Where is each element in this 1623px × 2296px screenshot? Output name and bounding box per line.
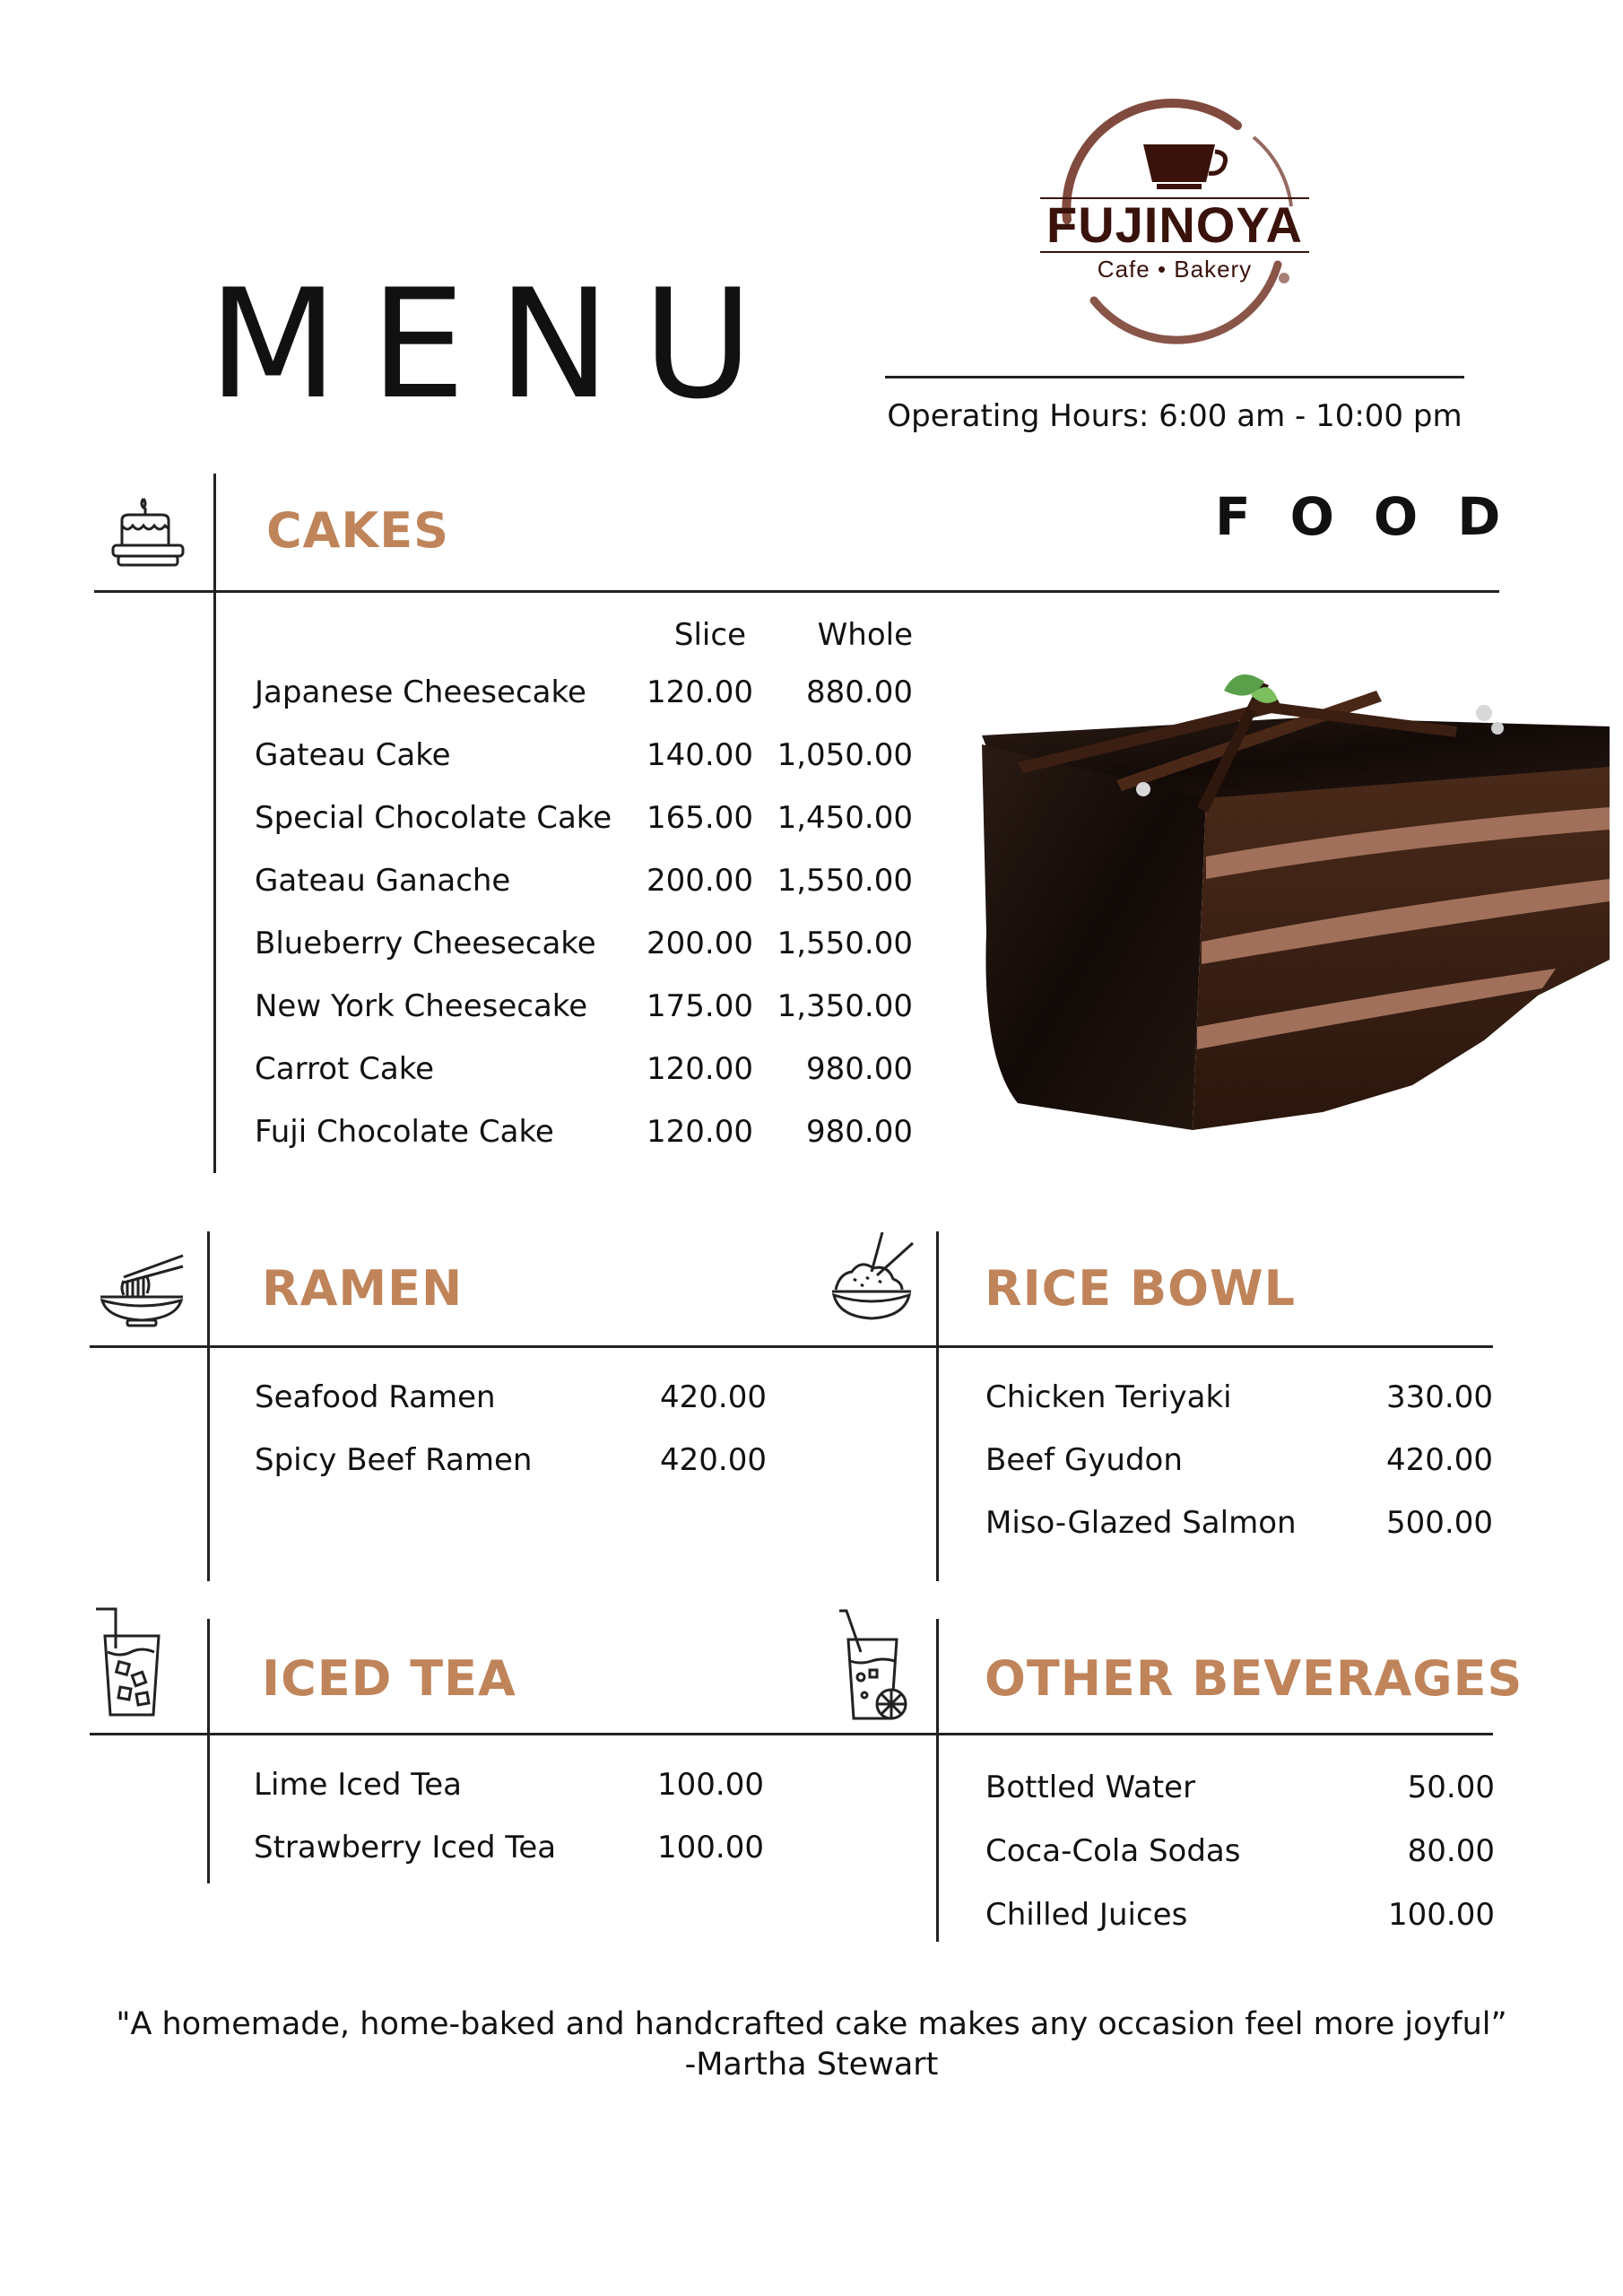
cakes-col-whole: Whole xyxy=(817,617,913,653)
hours-divider xyxy=(885,376,1464,378)
cake-item-name: Japanese Cheesecake xyxy=(255,674,586,710)
cake-item-slice-price: 120.00 xyxy=(647,1051,753,1087)
cake-item-slice-price: 200.00 xyxy=(647,863,753,899)
cake-item-whole-price: 1,350.00 xyxy=(777,988,913,1024)
ramen-item-price: 420.00 xyxy=(660,1442,767,1478)
cake-item-whole-price: 1,450.00 xyxy=(777,800,913,836)
food-row-divider xyxy=(90,1345,1493,1348)
other-beverages-heading: OTHER BEVERAGES xyxy=(985,1650,1523,1707)
beverage-item-name: Chilled Juices xyxy=(985,1897,1188,1933)
cake-item-name: Carrot Cake xyxy=(255,1051,435,1087)
rice-bowl-heading: RICE BOWL xyxy=(985,1260,1297,1317)
cake-item-whole-price: 1,050.00 xyxy=(777,737,913,773)
rice-bowl-item-name: Miso-Glazed Salmon xyxy=(985,1505,1297,1541)
cake-item-whole-price: 880.00 xyxy=(806,674,913,710)
drinks-row-divider xyxy=(90,1733,1493,1735)
cake-item-slice-price: 175.00 xyxy=(647,988,753,1024)
cake-item-slice-price: 120.00 xyxy=(647,674,753,710)
rice-bowl-item-price: 420.00 xyxy=(1386,1442,1493,1478)
cake-item-name: Gateau Ganache xyxy=(255,863,511,899)
beverage-item-name: Coca-Cola Sodas xyxy=(985,1833,1241,1869)
cakes-divider xyxy=(94,590,1499,593)
ramen-item-name: Spicy Beef Ramen xyxy=(255,1442,533,1478)
ramen-bowl-icon xyxy=(97,1245,187,1335)
cake-icon xyxy=(106,491,190,576)
rice-bowl-icon xyxy=(827,1229,916,1327)
cake-item-whole-price: 1,550.00 xyxy=(777,926,913,961)
cake-item-slice-price: 140.00 xyxy=(647,737,753,773)
cake-item-slice-price: 200.00 xyxy=(647,926,753,961)
cake-item-whole-price: 980.00 xyxy=(806,1051,913,1087)
juice-glass-icon xyxy=(836,1607,912,1724)
beverage-item-name: Bottled Water xyxy=(985,1770,1196,1805)
cake-item-name: Special Chocolate Cake xyxy=(255,800,612,836)
other-beverages-vertical-divider xyxy=(936,1619,939,1942)
cake-item-slice-price: 165.00 xyxy=(647,800,753,836)
beverage-item-price: 100.00 xyxy=(1388,1897,1495,1933)
cake-item-name: Gateau Cake xyxy=(255,737,451,773)
rice-bowl-item-name: Beef Gyudon xyxy=(985,1442,1183,1478)
cakes-heading: CAKES xyxy=(266,502,450,559)
iced-tea-heading: ICED TEA xyxy=(262,1650,516,1707)
footer-quote-author: -Martha Stewart xyxy=(684,2047,939,2083)
rice-bowl-item-price: 330.00 xyxy=(1386,1379,1493,1415)
ramen-item-name: Seafood Ramen xyxy=(255,1379,496,1415)
cake-item-whole-price: 1,550.00 xyxy=(777,863,913,899)
ramen-item-price: 420.00 xyxy=(660,1379,767,1415)
iced-tea-vertical-divider xyxy=(207,1619,210,1883)
cakes-vertical-divider xyxy=(213,474,216,1173)
cakes-col-slice: Slice xyxy=(673,617,746,653)
iced-tea-item-price: 100.00 xyxy=(657,1830,764,1866)
iced-tea-item-name: Lime Iced Tea xyxy=(254,1767,463,1803)
rice-bowl-item-price: 500.00 xyxy=(1386,1505,1493,1541)
iced-tea-glass-icon xyxy=(94,1605,166,1722)
rice-bowl-item-name: Chicken Teriyaki xyxy=(985,1379,1232,1415)
beverage-item-price: 50.00 xyxy=(1407,1770,1495,1805)
footer-quote: "A homemade, home-baked and handcrafted cake makes any occasion feel more joyful” xyxy=(116,2006,1507,2042)
cake-item-name: Fuji Chocolate Cake xyxy=(255,1114,554,1150)
cake-item-name: Blueberry Cheesecake xyxy=(255,926,596,961)
rice-bowl-vertical-divider xyxy=(936,1231,939,1581)
cake-item-whole-price: 980.00 xyxy=(806,1114,913,1150)
operating-hours: Operating Hours: 6:00 am - 10:00 pm xyxy=(887,398,1462,434)
cafe-logo xyxy=(1031,85,1318,354)
logo-tagline: Cafe • Bakery xyxy=(1097,256,1253,283)
logo-brand-name: FUJINOYA xyxy=(1046,196,1303,253)
iced-tea-item-name: Strawberry Iced Tea xyxy=(254,1830,557,1866)
chocolate-cake-image xyxy=(982,664,1610,1152)
ramen-heading: RAMEN xyxy=(262,1260,464,1317)
beverage-item-price: 80.00 xyxy=(1407,1833,1495,1869)
iced-tea-item-price: 100.00 xyxy=(657,1767,764,1803)
page-title: MENU xyxy=(208,257,785,432)
cake-item-slice-price: 120.00 xyxy=(647,1114,753,1150)
cake-item-name: New York Cheesecake xyxy=(255,988,588,1024)
food-section-label: FOOD xyxy=(1215,486,1541,547)
ramen-vertical-divider xyxy=(207,1231,210,1581)
